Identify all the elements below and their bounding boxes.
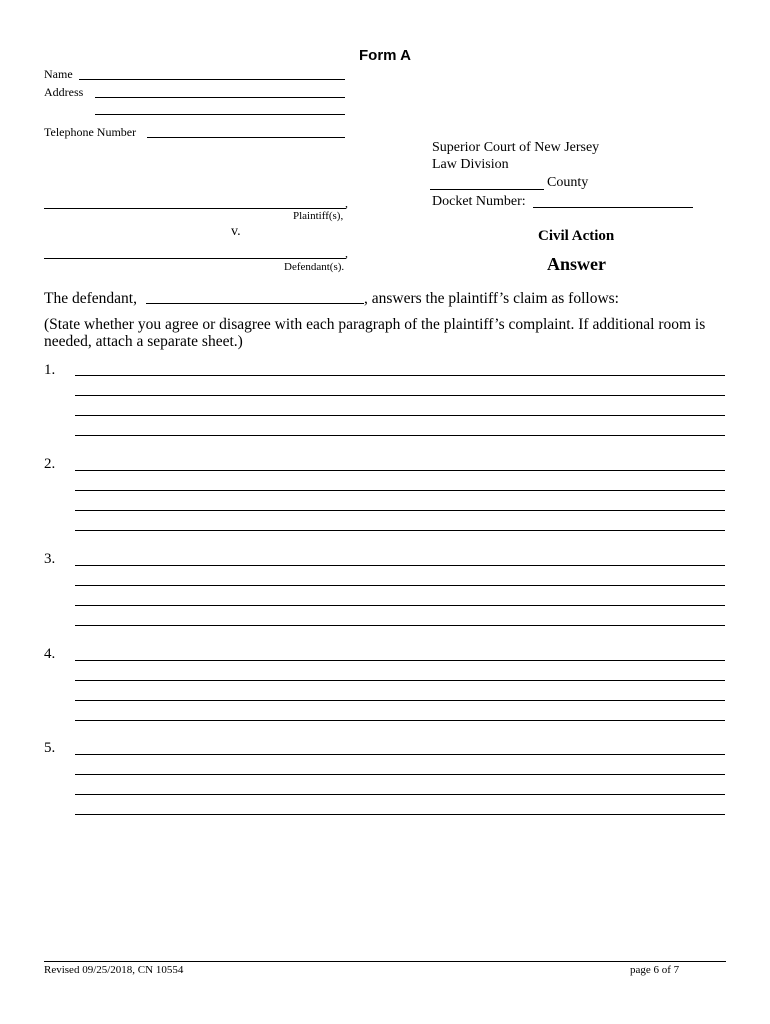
paragraph-1-line-3[interactable]	[75, 415, 725, 416]
paragraph-3-line-2[interactable]	[75, 585, 725, 586]
plaintiff-field[interactable]	[44, 208, 346, 209]
paragraph-number-2: 2.	[44, 456, 56, 472]
address-field-line2[interactable]	[95, 114, 345, 115]
docket-number-label: Docket Number:	[432, 194, 526, 209]
defendant-statement-suffix: , answers the plaintiff’s claim as follows:	[364, 290, 619, 307]
paragraph-1-line-2[interactable]	[75, 395, 725, 396]
plaintiff-comma: ,	[345, 196, 348, 210]
court-name: Superior Court of New Jersey	[432, 140, 600, 155]
name-field[interactable]	[79, 79, 345, 80]
paragraph-number-5: 5.	[44, 740, 56, 756]
revision-note: Revised 09/25/2018, CN 10554	[44, 964, 184, 976]
paragraph-1-line-4[interactable]	[75, 435, 725, 436]
instruction-text: (State whether you agree or disagree with each paragraph of the plaintiff’s complaint. If additional room is needed, attach a separate sheet.)	[44, 316, 706, 350]
civil-action-heading: Civil Action	[538, 228, 615, 244]
paragraph-4-line-4[interactable]	[75, 720, 725, 721]
defendant-comma: ,	[345, 246, 348, 260]
telephone-label: Telephone Number	[44, 125, 137, 139]
defendant-statement-prefix: The defendant,	[44, 290, 137, 307]
telephone-field[interactable]	[147, 137, 345, 138]
county-label: County	[547, 175, 589, 190]
paragraph-3-line-3[interactable]	[75, 605, 725, 606]
paragraph-number-4: 4.	[44, 646, 56, 662]
defendant-label: Defendant(s).	[284, 261, 345, 273]
paragraph-1-line-1[interactable]	[75, 375, 725, 376]
address-label: Address	[44, 85, 84, 99]
paragraph-2-line-4[interactable]	[75, 530, 725, 531]
paragraph-5-line-2[interactable]	[75, 774, 725, 775]
versus-label: v.	[231, 224, 241, 239]
paragraph-5-line-1[interactable]	[75, 754, 725, 755]
name-label: Name	[44, 67, 73, 81]
paragraph-number-3: 3.	[44, 551, 56, 567]
paragraph-5-line-4[interactable]	[75, 814, 725, 815]
page-number: page 6 of 7	[630, 964, 680, 976]
paragraph-2-line-1[interactable]	[75, 470, 725, 471]
defendant-field[interactable]	[44, 258, 346, 259]
address-field-line1[interactable]	[95, 97, 345, 98]
paragraph-number-1: 1.	[44, 362, 56, 378]
plaintiff-label: Plaintiff(s),	[293, 210, 344, 222]
form-title: Form A	[359, 47, 411, 64]
defendant-name-field[interactable]	[146, 303, 364, 304]
court-division: Law Division	[432, 157, 509, 172]
paragraph-2-line-2[interactable]	[75, 490, 725, 491]
paragraph-4-line-3[interactable]	[75, 700, 725, 701]
paragraph-3-line-4[interactable]	[75, 625, 725, 626]
county-field[interactable]	[430, 189, 544, 190]
paragraph-3-line-1[interactable]	[75, 565, 725, 566]
paragraph-2-line-3[interactable]	[75, 510, 725, 511]
paragraph-4-line-1[interactable]	[75, 660, 725, 661]
footer-divider	[44, 961, 726, 962]
docket-number-field[interactable]	[533, 207, 693, 208]
answer-heading: Answer	[547, 254, 606, 274]
paragraph-4-line-2[interactable]	[75, 680, 725, 681]
paragraph-5-line-3[interactable]	[75, 794, 725, 795]
